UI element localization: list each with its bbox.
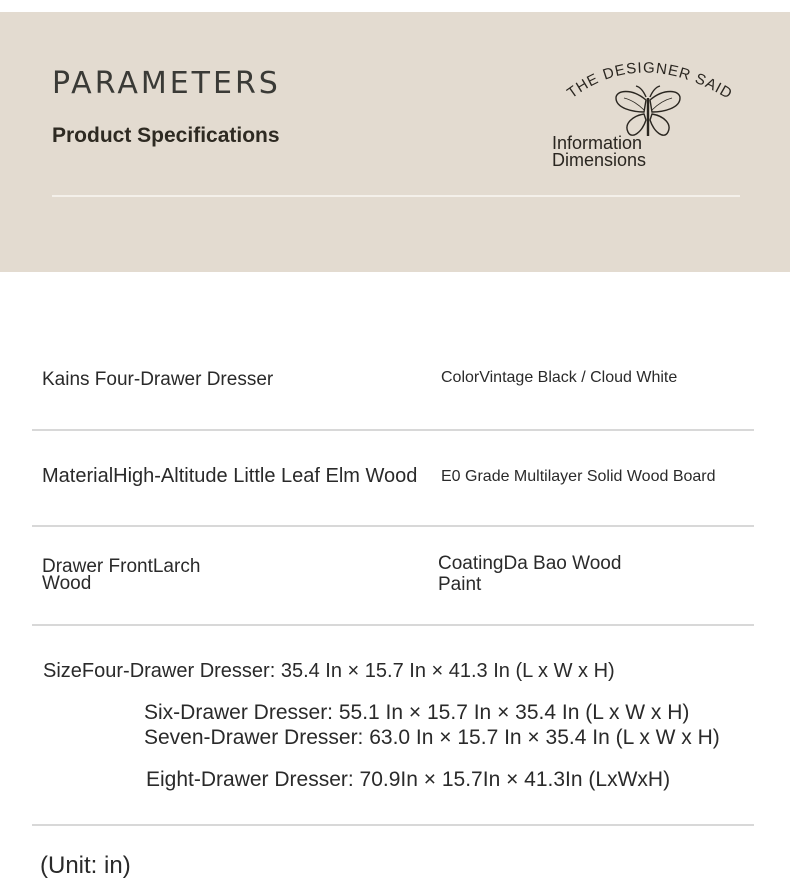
drawer-front-spec: Drawer FrontLarch Wood: [42, 556, 201, 594]
product-name: Kains Four-Drawer Dresser: [42, 369, 274, 390]
size-spec-six: Six-Drawer Dresser: 55.1 In × 15.7 In × 35.4 In (L x W x H): [144, 701, 690, 724]
row-divider: [32, 429, 754, 431]
page-subtitle: Product Specifications: [52, 124, 280, 147]
header-divider: [52, 195, 740, 197]
brand-info-line2: Dimensions: [552, 150, 647, 170]
material-spec: MaterialHigh-Altitude Little Leaf Elm Wood: [42, 465, 418, 487]
unit-note: (Unit: in): [40, 852, 131, 879]
size-spec-four: SizeFour-Drawer Dresser: 35.4 In × 15.7 In × 41.3 In (L x W x H): [43, 660, 615, 682]
color-spec: ColorVintage Black / Cloud White: [441, 369, 678, 386]
size-spec-eight: Eight-Drawer Dresser: 70.9In × 15.7In × 41.3In (LxWxH): [146, 768, 671, 791]
size-spec-seven: Seven-Drawer Dresser: 63.0 In × 15.7 In × 35.4 In (L x W x H): [144, 726, 720, 749]
coating-spec: CoatingDa Bao Wood Paint: [438, 553, 622, 595]
board-spec: E0 Grade Multilayer Solid Wood Board: [441, 468, 716, 485]
row-divider: [32, 824, 754, 826]
brand-info-line1: Information: [552, 133, 643, 153]
page-title: PARAMETERS: [52, 66, 281, 101]
brand-arc-text: THE DESIGNER SAID: [564, 59, 736, 103]
row-divider: [32, 525, 754, 527]
brand-info: [552, 135, 646, 169]
butterfly-icon: [616, 86, 680, 136]
row-divider: [32, 624, 754, 626]
